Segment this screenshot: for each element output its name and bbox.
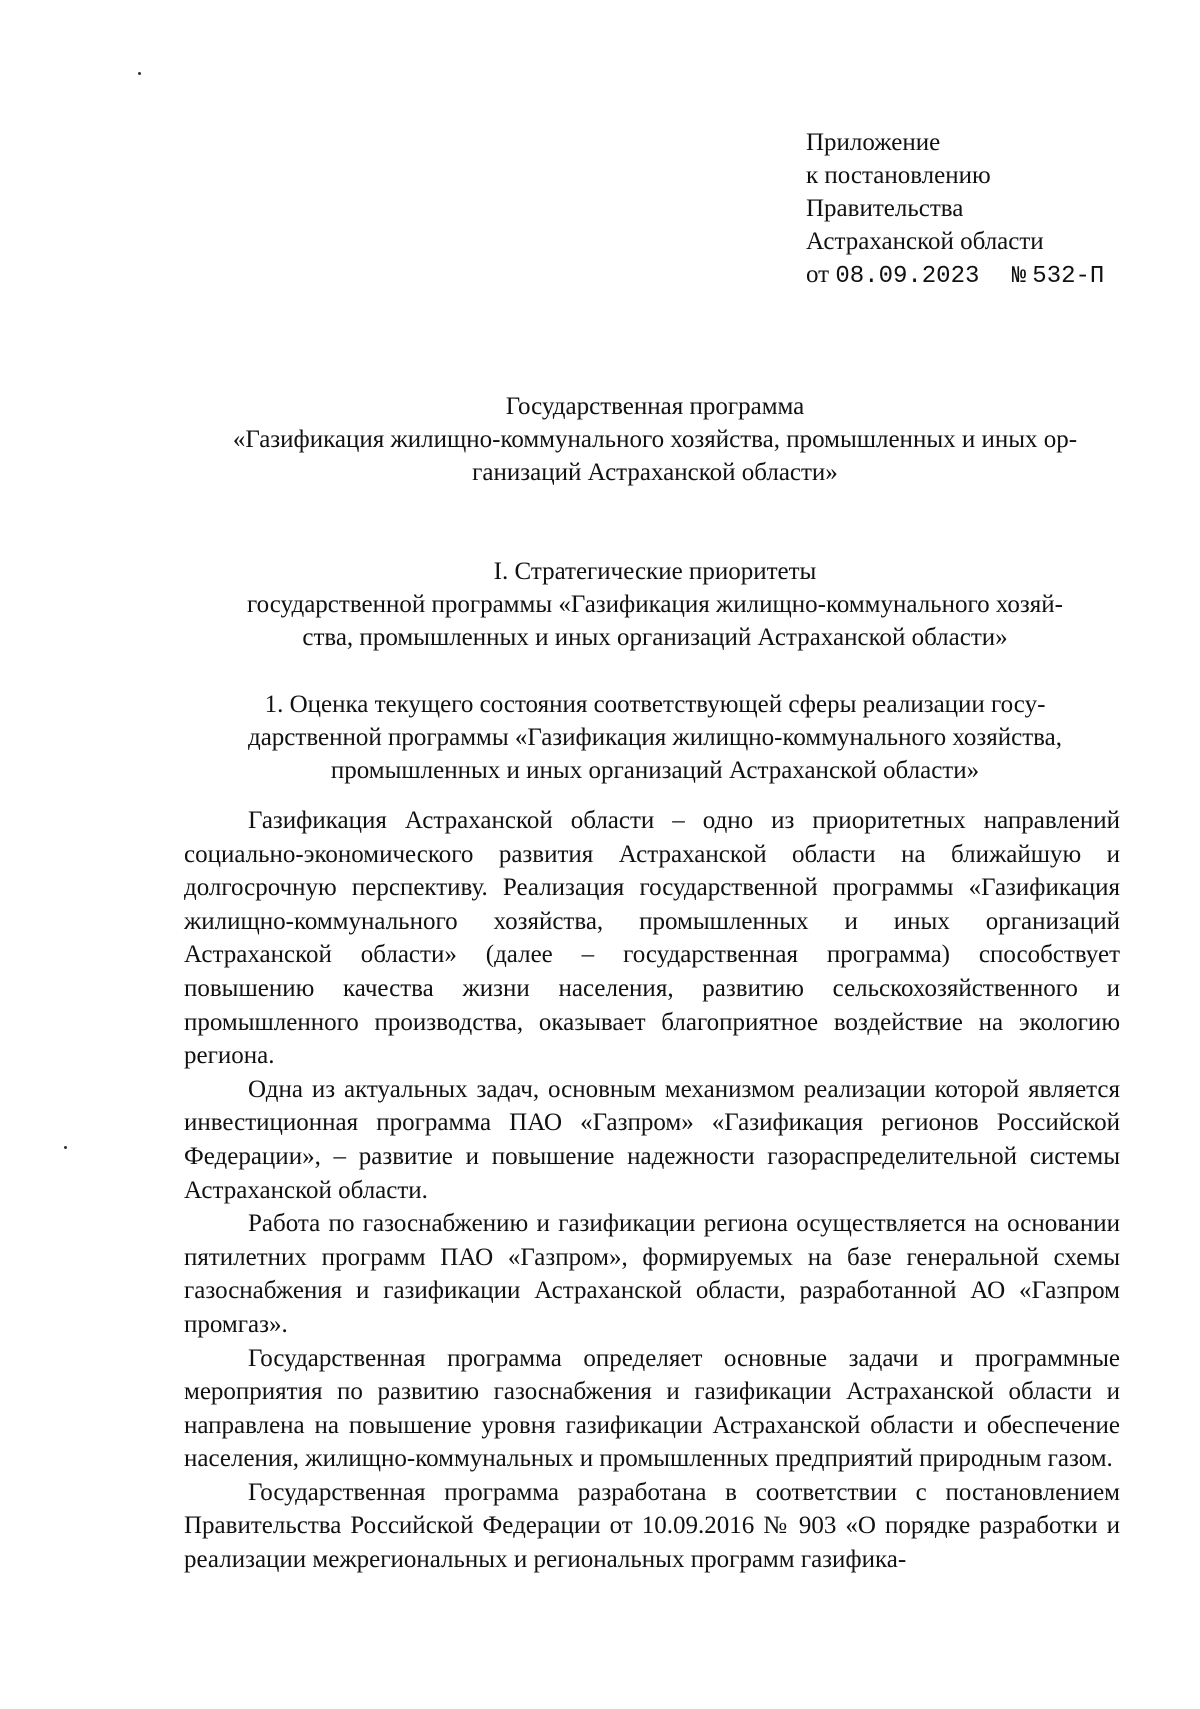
- section-heading-line: государственной программы «Газификация жилищно-коммунального хозяй-: [247, 591, 1063, 618]
- annex-date-line: [806, 258, 1104, 293]
- scan-speck: [64, 1146, 67, 1149]
- program-title-line: Государственная программа: [505, 393, 805, 420]
- document-date: 08.09.2023: [835, 263, 980, 290]
- number-sign: №: [1011, 263, 1027, 290]
- annex-line: Астраханской области: [806, 228, 1044, 255]
- subsection-heading-line: дарственной программы «Газификация жилищно-коммунального хозяйства,: [247, 724, 1062, 751]
- program-title: [180, 390, 1130, 489]
- program-title-line: ганизаций Астраханской области»: [472, 459, 838, 486]
- annex-block: [806, 126, 1104, 293]
- subsection-heading-line: 1. Оценка текущего состояния соответствующей сферы реализации госу-: [264, 691, 1046, 718]
- section-heading-line: I. Стратегические приоритеты: [493, 558, 817, 585]
- paragraph: Государственная программа разработана в соответствии с постановлением Правительства Российской Федерации от 10.09.2016 № 903 «О порядке разработки и реализации межрегиональных и региональных программ газифика-: [184, 1478, 1120, 1574]
- paragraph: Работа по газоснабжению и газификации региона осуществляется на основании пятилетних программ ПАО «Газпром», формируемых на базе генеральной схемы газоснабжения и газификации Астраханской области, разработанной АО «Газпром промгаз».: [184, 1210, 1120, 1338]
- document-number: 532-П: [1032, 263, 1105, 290]
- body-text: [184, 804, 1120, 1577]
- section-heading-line: ства, промышленных и иных организаций Астраханской области»: [302, 624, 1008, 651]
- program-title-line: «Газификация жилищно-коммунального хозяйства, промышленных и иных ор-: [232, 426, 1078, 453]
- subsection-heading: [180, 688, 1130, 787]
- annex-line: к постановлению: [806, 162, 991, 189]
- date-prefix: от: [806, 261, 830, 288]
- annex-line: Правительства: [806, 195, 964, 222]
- section-heading: [180, 555, 1130, 654]
- paragraph: Государственная программа определяет основные задачи и программные мероприятия по развитию газоснабжения и газификации Астраханской области и направлена на повышение уровня газификации Астраханской области и обеспечение населения, жилищно-коммунальных и промышленных предприятий природным газом.: [184, 1344, 1120, 1473]
- annex-title: Приложение: [806, 129, 941, 156]
- scan-speck: [138, 72, 141, 75]
- subsection-heading-line: промышленных и иных организаций Астраханской области»: [330, 757, 980, 784]
- paragraph: Газификация Астраханской области – одно из приоритетных направлений социально-экономического развития Астраханской области на ближайшую и долгосрочную перспективу. Реализация государственной программы «Газификация жилищно-коммунального хозяйства, промышленных и иных организаций Астраханской области» (далее – государственная программа) способствует повышению качества жизни населения, развитию сельскохозяйственного и промышленного производства, оказывает благоприятное воздействие на экологию региона.: [184, 807, 1120, 1070]
- paragraph: Одна из актуальных задач, основным механизмом реализации которой является инвестиционная программа ПАО «Газпром» «Газификация регионов Российской Федерации», – развитие и повышение надежности газораспределительной системы Астраханской области.: [184, 1075, 1120, 1204]
